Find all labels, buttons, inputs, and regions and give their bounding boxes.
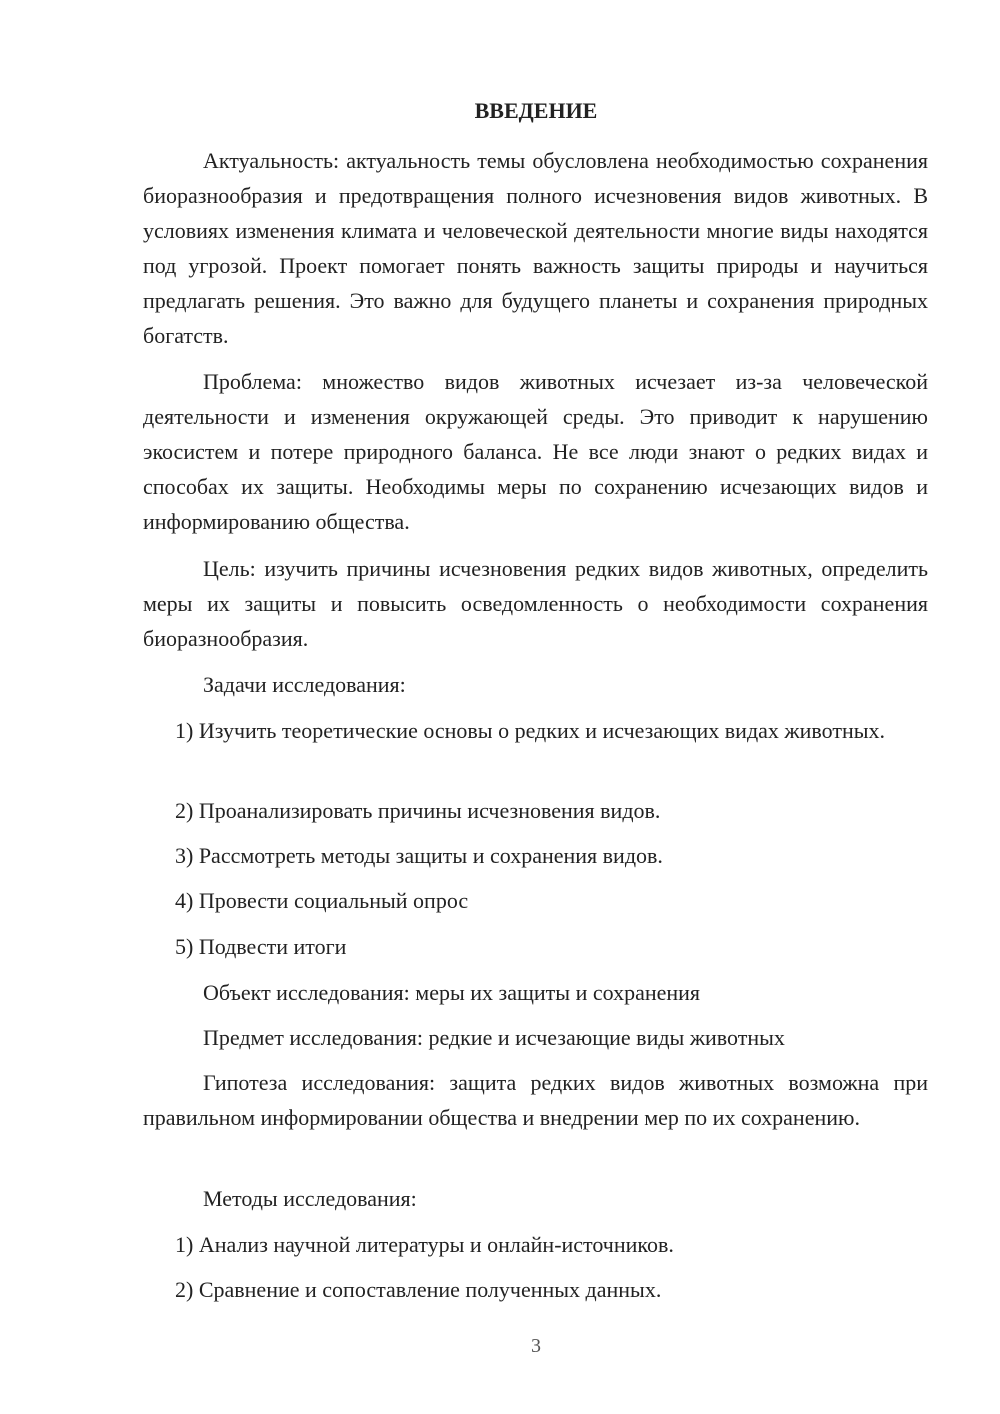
task-item: 4) Провести социальный опрос bbox=[175, 888, 469, 913]
subject-paragraph: Предмет исследования: редкие и исчезающие виды животных bbox=[203, 1025, 785, 1050]
goal-paragraph: Цель: изучить причины исчезновения редких видов животных, определить меры их защиты и повысить осведомленность о необходимости сохранения биоразнообразия. bbox=[143, 556, 928, 651]
task-item: 2) Проанализировать причины исчезновения видов. bbox=[175, 798, 661, 823]
object-paragraph: Объект исследования: меры их защиты и сохранения bbox=[203, 980, 701, 1005]
task-item: 5) Подвести итоги bbox=[175, 934, 347, 959]
section-heading: ВВЕДЕНИЕ bbox=[474, 98, 598, 123]
method-item: 2) Сравнение и сопоставление полученных данных. bbox=[175, 1277, 662, 1302]
method-item: 1) Анализ научной литературы и онлайн-источников. bbox=[175, 1232, 674, 1257]
task-item: 1) Изучить теоретические основы о редких и исчезающих видах животных. bbox=[175, 718, 885, 743]
page-number: 3 bbox=[531, 1335, 541, 1357]
problem-paragraph: Проблема: множество видов животных исчезает из-за человеческой деятельности и изменения окружающей среды. Это приводит к нарушению экосистем и потере природного баланса. Не все люди знают о редких видах и способах их защиты. Необходимы меры по сохранению исчезающих видов и информированию общества. bbox=[143, 369, 928, 534]
methods-title: Методы исследования: bbox=[203, 1186, 417, 1211]
hypothesis-paragraph: Гипотеза исследования: защита редких видов животных возможна при правильном информировании общества и внедрении мер по их сохранению. bbox=[143, 1070, 928, 1130]
tasks-title: Задачи исследования: bbox=[203, 672, 406, 697]
task-item: 3) Рассмотреть методы защиты и сохранения видов. bbox=[175, 843, 663, 868]
relevance-paragraph: Актуальность: актуальность темы обусловлена необходимостью сохранения биоразнообразия и предотвращения полного исчезновения видов животных. В условиях изменения климата и человеческой деятельности многие виды находятся под угрозой. Проект помогает понять важность защиты природы и научиться предлагать решения. Это важно для будущего планеты и сохранения природных богатств. bbox=[143, 148, 928, 348]
